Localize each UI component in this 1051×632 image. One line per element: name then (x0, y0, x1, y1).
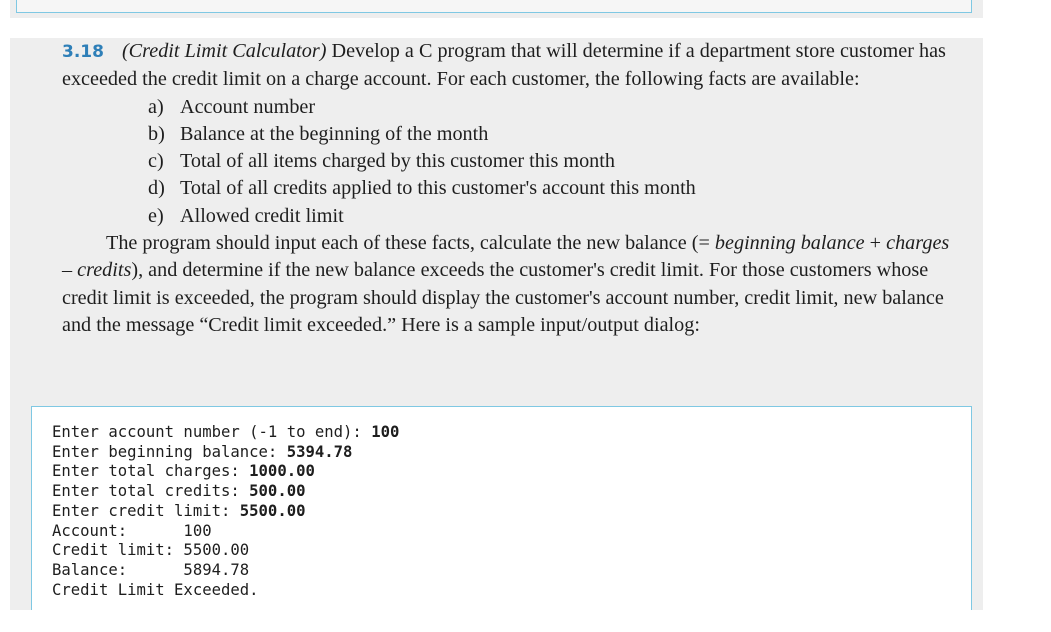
list-item: b) Balance at the beginning of the month (148, 122, 489, 145)
dialog-line: Balance: 5894.78 (52, 560, 250, 579)
sample-dialog-box (31, 406, 972, 632)
list-item: a) Account number (148, 95, 316, 118)
dialog-line: Enter total charges: 1000.00 (52, 462, 315, 481)
exercise-title: (Credit Limit Calculator) (121, 40, 327, 62)
list-item: e) Allowed credit limit (148, 204, 344, 227)
exercise-intro (62, 38, 962, 94)
exercise-intro-text: Develop a C program that will determine if a department store customer has exceeded the credit limit on a charge account. For each customer, the following facts are available: (62, 40, 946, 91)
dialog-line: Enter beginning balance: 5394.78 (52, 442, 353, 461)
dialog-line: Enter account number (-1 to end): 100 (52, 423, 400, 441)
previous-code-box-edge (16, 0, 972, 13)
sample-dialog (52, 423, 399, 600)
dialog-line: Credit Limit Exceeded. (52, 580, 259, 599)
dialog-line: Enter credit limit: 5500.00 (52, 501, 306, 520)
dialog-line: Account: 100 (52, 521, 212, 540)
exercise-paragraph: The program should input each of these facts, calculate the new balance (= beginning balance + charges – credits), and determine if the new balance exceeds the customer's credit limit. For those customers whose credit limit is exceeded, the program should display the customer's account number, credit limit, new balance and the message “Credit limit exceeded.” Here is a sample input/output dialog: (62, 232, 950, 336)
list-item: d) Total of all credits applied to this customer's account this month (148, 177, 696, 200)
exercise-text (62, 38, 962, 339)
facts-list (62, 94, 962, 230)
list-item: c) Total of all items charged by this customer this month (148, 150, 615, 173)
dialog-line: Enter total credits: 500.00 (52, 482, 306, 501)
page-bottom-margin (0, 610, 1051, 632)
dialog-line: Credit limit: 5500.00 (52, 541, 250, 560)
previous-section-strip (10, 0, 983, 18)
exercise-number: 3.18 (62, 42, 104, 62)
